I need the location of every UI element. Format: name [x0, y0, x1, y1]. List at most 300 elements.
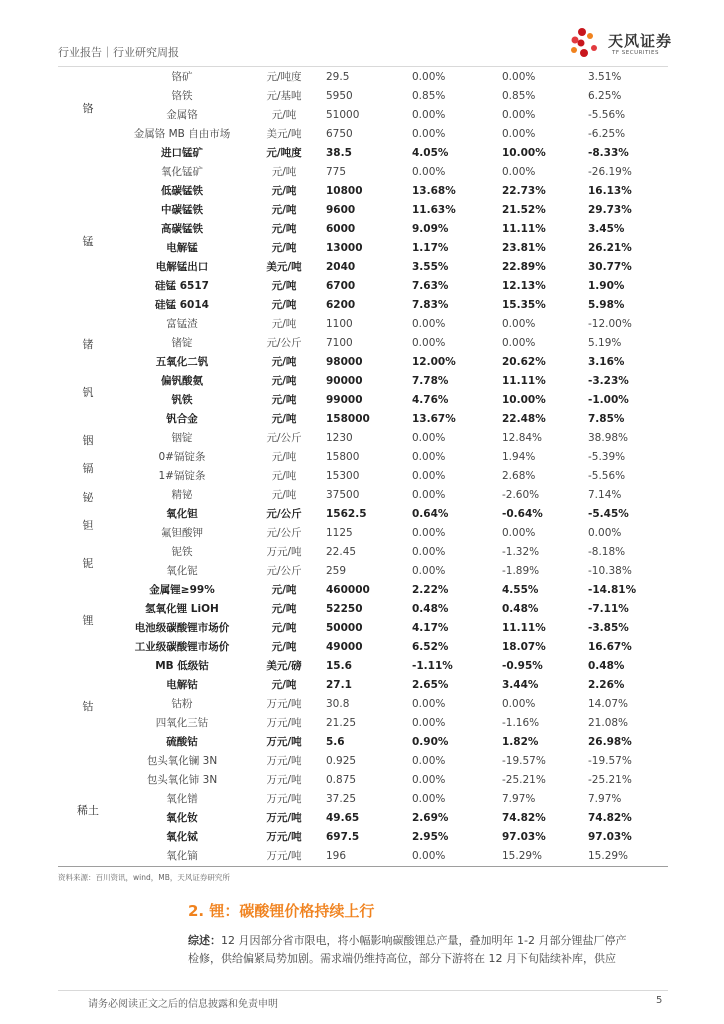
table-row: [120, 334, 670, 353]
report-category: 行业报告｜行业研究周报: [58, 46, 179, 59]
category-label: 锂: [82, 614, 94, 627]
row-change-1: 2.22%: [412, 584, 449, 596]
row-change-3: 26.21%: [588, 242, 632, 254]
row-change-3: 21.08%: [588, 717, 629, 729]
row-name: 中碳锰铁: [161, 204, 203, 216]
row-change-2: 4.55%: [502, 584, 539, 596]
category-label: 稀土: [77, 804, 99, 817]
row-change-1: 0.85%: [412, 90, 446, 102]
row-change-3: -19.57%: [588, 755, 632, 767]
row-change-3: -3.85%: [588, 622, 629, 634]
row-change-2: 11.11%: [502, 622, 546, 634]
row-change-1: 0.00%: [412, 489, 446, 501]
row-change-1: 0.00%: [412, 546, 446, 558]
row-change-1: 0.00%: [412, 337, 446, 349]
row-change-3: 14.07%: [588, 698, 629, 710]
paragraph-line: 检修，供给偏紧局势加剧。需求端仍维持高位，部分下游将在 12 月下旬陆续补库，供应: [188, 952, 616, 965]
row-change-1: 2.69%: [412, 812, 449, 824]
row-change-1: 0.00%: [412, 755, 446, 767]
row-change-3: -1.00%: [588, 394, 629, 406]
row-change-2: 0.00%: [502, 128, 536, 140]
row-change-3: 2.26%: [588, 679, 625, 691]
paragraph-text: 12 月因部分省市限电，将小幅影响碳酸锂总产量，叠加明年 1-2 月部分锂盐厂停产: [221, 934, 627, 947]
row-name: 锗锭: [171, 337, 193, 349]
row-unit: 万元/吨: [266, 793, 302, 805]
row-change-1: 3.55%: [412, 261, 449, 273]
row-unit: 元/吨: [271, 584, 297, 596]
row-price: 6700: [326, 280, 356, 292]
table-row: [120, 182, 670, 201]
row-change-3: 3.45%: [588, 223, 625, 235]
row-unit: 万元/吨: [266, 831, 302, 843]
row-change-3: -8.18%: [588, 546, 626, 558]
row-change-3: 16.13%: [588, 185, 632, 197]
row-unit: 元/吨: [271, 394, 297, 406]
row-change-2: 12.13%: [502, 280, 546, 292]
row-change-3: 26.98%: [588, 736, 632, 748]
row-name: 金属铬: [166, 109, 198, 121]
table-row: [120, 505, 670, 524]
row-unit: 万元/吨: [266, 698, 302, 710]
row-change-2: 22.48%: [502, 413, 546, 425]
table-row: [120, 106, 670, 125]
row-change-1: 13.67%: [412, 413, 456, 425]
logo-text-cn: 天风证券: [608, 32, 673, 50]
row-price: 1100: [326, 318, 353, 330]
header-divider: [58, 66, 668, 67]
row-price: 29.5: [326, 71, 350, 83]
table-row: [120, 201, 670, 220]
table-row: [120, 695, 670, 714]
row-name: 氢氧化锂 LiOH: [145, 603, 219, 615]
table-row: [120, 429, 670, 448]
row-change-3: 3.16%: [588, 356, 625, 368]
row-change-3: 1.90%: [588, 280, 625, 292]
row-price: 51000: [326, 109, 360, 121]
table-row: [120, 600, 670, 619]
row-change-2: 0.00%: [502, 318, 536, 330]
table-row: [120, 315, 670, 334]
row-change-2: 11.11%: [502, 375, 546, 387]
row-change-2: 1.94%: [502, 451, 536, 463]
logo-text-en: TF SECURITIES: [612, 50, 659, 56]
row-change-3: 5.19%: [588, 337, 622, 349]
row-change-3: 74.82%: [588, 812, 632, 824]
row-change-2: 0.00%: [502, 71, 536, 83]
row-price: 259: [326, 565, 347, 577]
paragraph-keyword: 综述：: [188, 934, 221, 947]
row-price: 10800: [326, 185, 363, 197]
row-price: 49000: [326, 641, 363, 653]
row-change-3: -5.56%: [588, 109, 626, 121]
row-price: 0.875: [326, 774, 357, 786]
table-row: [120, 771, 670, 790]
footer-divider: [58, 990, 668, 991]
row-change-2: -19.57%: [502, 755, 546, 767]
row-name: 铟锭: [171, 432, 193, 444]
category-label: 锰: [82, 235, 94, 248]
row-price: 0.925: [326, 755, 357, 767]
row-change-2: 1.82%: [502, 736, 539, 748]
row-price: 5.6: [326, 736, 345, 748]
category-label: 钽: [82, 519, 94, 532]
page-number: 5: [656, 995, 663, 1006]
table-row: [120, 486, 670, 505]
row-name: 五氧化二钒: [155, 356, 209, 368]
row-price: 1230: [326, 432, 353, 444]
row-change-2: 11.11%: [502, 223, 546, 235]
table-row: [120, 410, 670, 429]
row-change-1: 1.17%: [412, 242, 449, 254]
row-unit: 美元/吨: [266, 128, 302, 140]
row-change-1: 2.65%: [412, 679, 449, 691]
row-price: 6750: [326, 128, 353, 140]
row-change-2: 0.00%: [502, 109, 536, 121]
row-change-3: 7.97%: [588, 793, 622, 805]
row-unit: 万元/吨: [266, 736, 302, 748]
row-price: 15800: [326, 451, 360, 463]
row-change-3: -5.39%: [588, 451, 626, 463]
row-name: 电解钴: [166, 679, 198, 691]
row-name: 氧化铽: [166, 831, 198, 843]
row-change-2: 10.00%: [502, 394, 546, 406]
row-name: 0#镉锭条: [158, 451, 206, 463]
row-unit: 元/公斤: [266, 432, 302, 444]
row-price: 1562.5: [326, 508, 367, 520]
row-change-1: 7.63%: [412, 280, 449, 292]
row-change-1: 0.00%: [412, 451, 446, 463]
row-change-3: -3.23%: [588, 375, 629, 387]
row-change-3: 38.98%: [588, 432, 629, 444]
table-row: [120, 524, 670, 543]
category-label: 铋: [82, 491, 94, 504]
row-price: 5950: [326, 90, 353, 102]
row-name: 钒铁: [171, 394, 193, 406]
row-unit: 万元/吨: [266, 717, 302, 729]
row-unit: 元/吨: [271, 356, 297, 368]
row-change-2: 0.00%: [502, 166, 536, 178]
table-row: [120, 353, 670, 372]
row-change-2: 0.00%: [502, 527, 536, 539]
row-change-3: -5.45%: [588, 508, 629, 520]
table-row: [120, 676, 670, 695]
row-change-1: 0.00%: [412, 774, 446, 786]
row-change-3: -10.38%: [588, 565, 632, 577]
row-change-2: 74.82%: [502, 812, 546, 824]
row-price: 49.65: [326, 812, 360, 824]
category-label: 锗: [82, 338, 94, 351]
row-name: 氧化镨: [166, 793, 198, 805]
row-change-3: 7.14%: [588, 489, 622, 501]
row-change-2: -0.95%: [502, 660, 543, 672]
row-name: 工业级碳酸锂市场价: [134, 641, 230, 653]
row-name: 铬矿: [171, 71, 193, 83]
row-change-2: -0.64%: [502, 508, 543, 520]
row-change-2: -1.32%: [502, 546, 540, 558]
table-row: [120, 163, 670, 182]
row-unit: 万元/吨: [266, 850, 302, 862]
table-row: [120, 144, 670, 163]
category-label: 铬: [82, 102, 94, 115]
row-name: 电解锰出口: [155, 261, 209, 273]
row-change-3: 3.51%: [588, 71, 622, 83]
row-unit: 元/吨: [271, 451, 297, 463]
row-name: 硅锰 6014: [155, 299, 209, 311]
row-change-1: 6.52%: [412, 641, 449, 653]
row-name: 钴粉: [171, 698, 193, 710]
row-change-3: -5.56%: [588, 470, 626, 482]
table-row: [120, 448, 670, 467]
row-change-2: 10.00%: [502, 147, 546, 159]
row-change-2: 0.48%: [502, 603, 539, 615]
row-price: 90000: [326, 375, 363, 387]
table-row: [120, 543, 670, 562]
row-price: 13000: [326, 242, 363, 254]
tf-securities-logo: [570, 26, 680, 62]
table-row: [120, 733, 670, 752]
row-change-1: 4.17%: [412, 622, 449, 634]
row-unit: 元/吨: [271, 242, 297, 254]
row-change-2: 20.62%: [502, 356, 546, 368]
row-change-2: 15.29%: [502, 850, 543, 862]
row-price: 196: [326, 850, 347, 862]
row-unit: 元/公斤: [266, 337, 302, 349]
row-change-1: 9.09%: [412, 223, 449, 235]
row-change-1: 11.63%: [412, 204, 456, 216]
row-change-1: 7.83%: [412, 299, 449, 311]
table-row: [120, 68, 670, 87]
table-row: [120, 581, 670, 600]
row-change-2: -1.16%: [502, 717, 540, 729]
row-change-1: 0.48%: [412, 603, 449, 615]
row-price: 99000: [326, 394, 363, 406]
row-change-3: 5.98%: [588, 299, 625, 311]
table-row: [120, 809, 670, 828]
row-price: 697.5: [326, 831, 360, 843]
row-price: 27.1: [326, 679, 352, 691]
row-unit: 元/基吨: [266, 90, 302, 102]
row-price: 1125: [326, 527, 353, 539]
row-unit: 美元/吨: [266, 261, 302, 273]
category-label: 铟: [82, 434, 94, 447]
row-price: 98000: [326, 356, 363, 368]
row-price: 2040: [326, 261, 356, 273]
table-row: [120, 125, 670, 144]
row-unit: 万元/吨: [266, 546, 302, 558]
row-change-2: -2.60%: [502, 489, 540, 501]
row-change-1: 0.00%: [412, 527, 446, 539]
row-unit: 元/吨: [271, 470, 297, 482]
row-change-1: 13.68%: [412, 185, 456, 197]
row-change-2: -1.89%: [502, 565, 540, 577]
row-price: 775: [326, 166, 347, 178]
table-row: [120, 847, 670, 866]
row-unit: 元/吨: [271, 603, 297, 615]
row-change-1: 4.76%: [412, 394, 449, 406]
row-price: 37500: [326, 489, 360, 501]
logo-mark-icon: [570, 26, 606, 62]
row-change-3: 7.85%: [588, 413, 625, 425]
row-name: 高碳锰铁: [161, 223, 203, 235]
row-name: 铌铁: [171, 546, 193, 558]
row-price: 21.25: [326, 717, 357, 729]
row-name: 硫酸钴: [166, 736, 198, 748]
table-row: [120, 372, 670, 391]
table-row: [120, 562, 670, 581]
row-change-3: 15.29%: [588, 850, 629, 862]
row-name: 氧化铌: [166, 565, 198, 577]
row-name: 钒合金: [166, 413, 198, 425]
row-unit: 元/吨: [271, 280, 297, 292]
row-name: 金属锂≥99%: [149, 584, 215, 596]
table-row: [120, 638, 670, 657]
row-name: 铬铁: [171, 90, 193, 102]
category-label: 铌: [82, 557, 94, 570]
row-change-1: 0.00%: [412, 850, 446, 862]
row-name: 电池级碳酸锂市场价: [134, 622, 230, 634]
row-name: 硅锰 6517: [155, 280, 209, 292]
row-change-3: -14.81%: [588, 584, 637, 596]
row-change-2: 18.07%: [502, 641, 546, 653]
table-bottom-rule: [58, 866, 668, 867]
row-price: 9600: [326, 204, 356, 216]
row-name: 低碳锰铁: [161, 185, 203, 197]
table-row: [120, 467, 670, 486]
row-change-2: 23.81%: [502, 242, 546, 254]
row-unit: 元/吨: [271, 641, 297, 653]
row-unit: 美元/磅: [266, 660, 302, 672]
row-change-2: 0.00%: [502, 337, 536, 349]
row-name: 电解锰: [166, 242, 198, 254]
table-row: [120, 258, 670, 277]
row-unit: 万元/吨: [266, 812, 302, 824]
row-unit: 元/吨度: [266, 71, 302, 83]
row-price: 22.45: [326, 546, 357, 558]
row-unit: 元/吨: [271, 185, 297, 197]
row-price: 6000: [326, 223, 356, 235]
row-change-2: 22.73%: [502, 185, 546, 197]
row-change-1: 12.00%: [412, 356, 456, 368]
row-name: 氧化钕: [166, 812, 198, 824]
row-change-1: -1.11%: [412, 660, 453, 672]
row-change-3: 6.25%: [588, 90, 622, 102]
row-change-2: 15.35%: [502, 299, 546, 311]
row-price: 460000: [326, 584, 370, 596]
row-change-2: 21.52%: [502, 204, 546, 216]
row-price: 50000: [326, 622, 363, 634]
row-name: MB 低级钴: [155, 660, 209, 672]
row-price: 30.8: [326, 698, 350, 710]
row-change-1: 0.64%: [412, 508, 449, 520]
row-price: 37.25: [326, 793, 357, 805]
row-name: 四氧化三钴: [155, 717, 209, 729]
row-change-1: 0.00%: [412, 318, 446, 330]
row-change-3: 0.00%: [588, 527, 622, 539]
category-label: 镉: [82, 462, 94, 475]
table-row: [120, 752, 670, 771]
row-name: 包头氧化镧 3N: [146, 755, 218, 767]
row-change-3: 29.73%: [588, 204, 632, 216]
table-row: [120, 391, 670, 410]
row-unit: 元/吨: [271, 109, 297, 121]
row-change-2: 2.68%: [502, 470, 536, 482]
table-row: [120, 87, 670, 106]
row-change-2: -25.21%: [502, 774, 546, 786]
row-price: 52250: [326, 603, 363, 615]
row-unit: 元/吨度: [266, 147, 302, 159]
row-change-1: 0.00%: [412, 128, 446, 140]
row-change-1: 0.00%: [412, 793, 446, 805]
row-price: 158000: [326, 413, 370, 425]
row-change-3: 0.48%: [588, 660, 625, 672]
row-name: 氧化钽: [166, 508, 198, 520]
table-row: [120, 828, 670, 847]
row-change-1: 0.00%: [412, 698, 446, 710]
table-source-note: 资料来源：百川资讯，wind，MB，天风证券研究所: [58, 873, 230, 882]
row-unit: 万元/吨: [266, 774, 302, 786]
row-unit: 元/吨: [271, 622, 297, 634]
row-change-2: 0.85%: [502, 90, 536, 102]
row-name: 富锰渣: [166, 318, 198, 330]
row-change-1: 0.00%: [412, 109, 446, 121]
section-heading: 2. 锂：碳酸锂价格持续上行: [188, 902, 375, 920]
table-row: [120, 657, 670, 676]
row-unit: 元/吨: [271, 413, 297, 425]
row-name: 氟钽酸钾: [161, 527, 203, 539]
row-change-1: 0.00%: [412, 432, 446, 444]
row-change-2: 3.44%: [502, 679, 539, 691]
row-change-1: 2.95%: [412, 831, 449, 843]
row-unit: 元/吨: [271, 489, 297, 501]
row-name: 氧化镝: [166, 850, 198, 862]
row-change-2: 7.97%: [502, 793, 536, 805]
row-change-1: 0.90%: [412, 736, 449, 748]
row-change-1: 0.00%: [412, 470, 446, 482]
row-unit: 元/吨: [271, 679, 297, 691]
row-unit: 元/公斤: [266, 508, 302, 520]
row-change-3: -8.33%: [588, 147, 629, 159]
row-change-1: 0.00%: [412, 565, 446, 577]
row-name: 金属铬 MB 自由市场: [133, 128, 231, 140]
row-change-3: -7.11%: [588, 603, 629, 615]
row-change-1: 4.05%: [412, 147, 449, 159]
table-row: [120, 714, 670, 733]
table-row: [120, 220, 670, 239]
row-change-3: 16.67%: [588, 641, 632, 653]
row-change-3: -12.00%: [588, 318, 632, 330]
row-price: 6200: [326, 299, 356, 311]
row-change-2: 0.00%: [502, 698, 536, 710]
row-change-2: 22.89%: [502, 261, 546, 273]
row-name: 包头氧化铈 3N: [146, 774, 218, 786]
row-change-1: 0.00%: [412, 166, 446, 178]
row-unit: 元/吨: [271, 204, 297, 216]
row-name: 进口锰矿: [161, 147, 203, 159]
row-unit: 元/吨: [271, 299, 297, 311]
row-price: 7100: [326, 337, 353, 349]
table-row: [120, 239, 670, 258]
row-change-2: 12.84%: [502, 432, 543, 444]
row-change-3: 30.77%: [588, 261, 632, 273]
row-name: 1#镉锭条: [158, 470, 206, 482]
table-row: [120, 296, 670, 315]
row-change-1: 7.78%: [412, 375, 449, 387]
row-name: 精铋: [171, 489, 193, 501]
row-name: 偏钒酸氨: [161, 375, 203, 387]
row-unit: 元/吨: [271, 375, 297, 387]
table-row: [120, 277, 670, 296]
row-unit: 元/吨: [271, 318, 297, 330]
